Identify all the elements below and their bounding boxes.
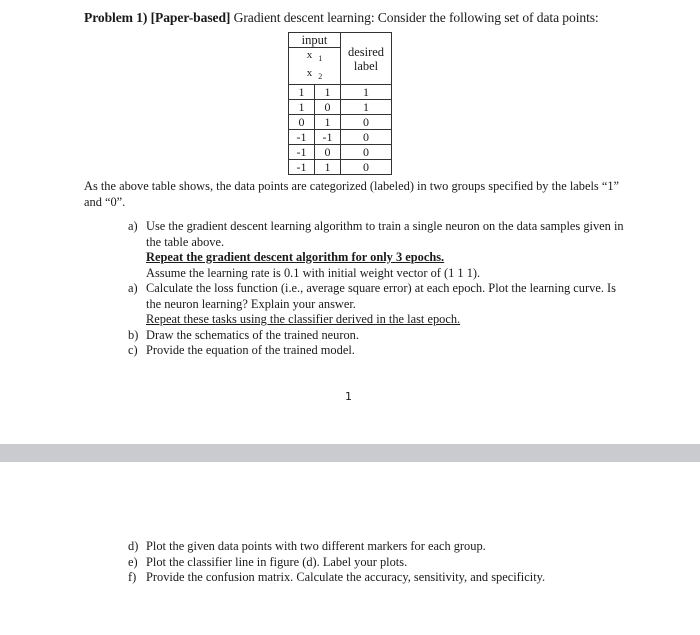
page-number: 1 [345,390,352,403]
list-item [128,219,628,281]
task-list-1 [128,219,628,359]
page-2 [0,462,700,635]
item-text: Plot the given data points with two different markers for each group. [146,539,486,553]
table-row [289,145,392,160]
table-row [289,130,392,145]
page-separator [0,444,700,462]
task-list-2 [128,539,628,586]
header-x2-sub: 2 [318,72,323,82]
list-item [128,281,628,328]
item-text: Plot the classifier line in figure (d). Label your plots. [146,554,408,569]
list-item [128,539,628,555]
cell-x2: 0 [315,145,341,160]
item-emphasis: Repeat the gradient descent algorithm for only 3 epochs. [146,250,445,264]
header-label-line1: desired [347,44,385,59]
item-text: Provide the equation of the trained model. [146,343,355,357]
description-paragraph: As the above table shows, the data points are categorized (labeled) in two groups specified by the labels “1” and “0”. [84,179,620,209]
header-x1-letter: x [306,49,313,61]
item-text: Use the gradient descent learning algorithm to train a single neuron on the data samples given in the table above. [146,219,624,249]
table-row [289,100,392,115]
header-x1-sub: 1 [318,54,323,64]
cell-x1: 1 [289,100,315,115]
header-input: input [289,33,341,48]
item-assumption: Assume the learning rate is 0.1 with initial weight vector of (1 1 1). [146,265,481,280]
list-item [128,570,628,586]
cell-label: 1 [341,100,392,115]
header-x2-letter: x [306,67,313,80]
cell-label: 0 [341,160,392,175]
header-x2 [304,67,326,82]
table-row [289,85,392,100]
item-underlined: Repeat these tasks using the classifier derived in the last epoch. [146,312,461,326]
cell-x2: 1 [315,115,341,130]
header-x1 [304,49,326,64]
cell-label: 0 [341,115,392,130]
cell-x2: -1 [315,130,341,145]
cell-x2: 1 [315,85,341,100]
cell-x1: -1 [289,130,315,145]
problem-title [84,10,599,26]
table-header-row [289,33,392,48]
cell-label: 0 [341,130,392,145]
item-marker: a) [128,281,138,295]
cell-x1: 0 [289,115,315,130]
cell-x2: 1 [315,160,341,175]
item-text: Calculate the loss function (i.e., average square error) at each epoch. Plot the learning curve. Is the neuron learning? Explain your answer. [146,281,616,311]
data-points-table [288,32,392,175]
table-row [289,115,392,130]
problem-text: Gradient descent learning: Consider the following set of data points: [230,10,599,25]
item-marker: e) [128,554,138,569]
problem-label: Problem 1) [Paper-based] [84,10,231,25]
header-x-columns [289,48,341,85]
header-desired-label [341,33,392,85]
cell-label: 0 [341,145,392,160]
item-marker: c) [128,343,138,357]
cell-label: 1 [341,85,392,100]
item-marker: b) [128,327,139,342]
item-text: Provide the confusion matrix. Calculate the accuracy, sensitivity, and specificity. [146,570,546,584]
header-label-line2: label [353,58,379,73]
cell-x1: -1 [289,145,315,160]
item-text: Draw the schematics of the trained neuron. [146,327,359,342]
item-marker: d) [128,539,139,553]
cell-x2: 0 [315,100,341,115]
list-item [128,328,628,344]
item-marker: a) [128,219,138,233]
list-item [128,343,628,359]
list-item [128,555,628,571]
table-row [289,160,392,175]
cell-x1: 1 [289,85,315,100]
cell-x1: -1 [289,160,315,175]
item-marker: f) [128,570,137,584]
